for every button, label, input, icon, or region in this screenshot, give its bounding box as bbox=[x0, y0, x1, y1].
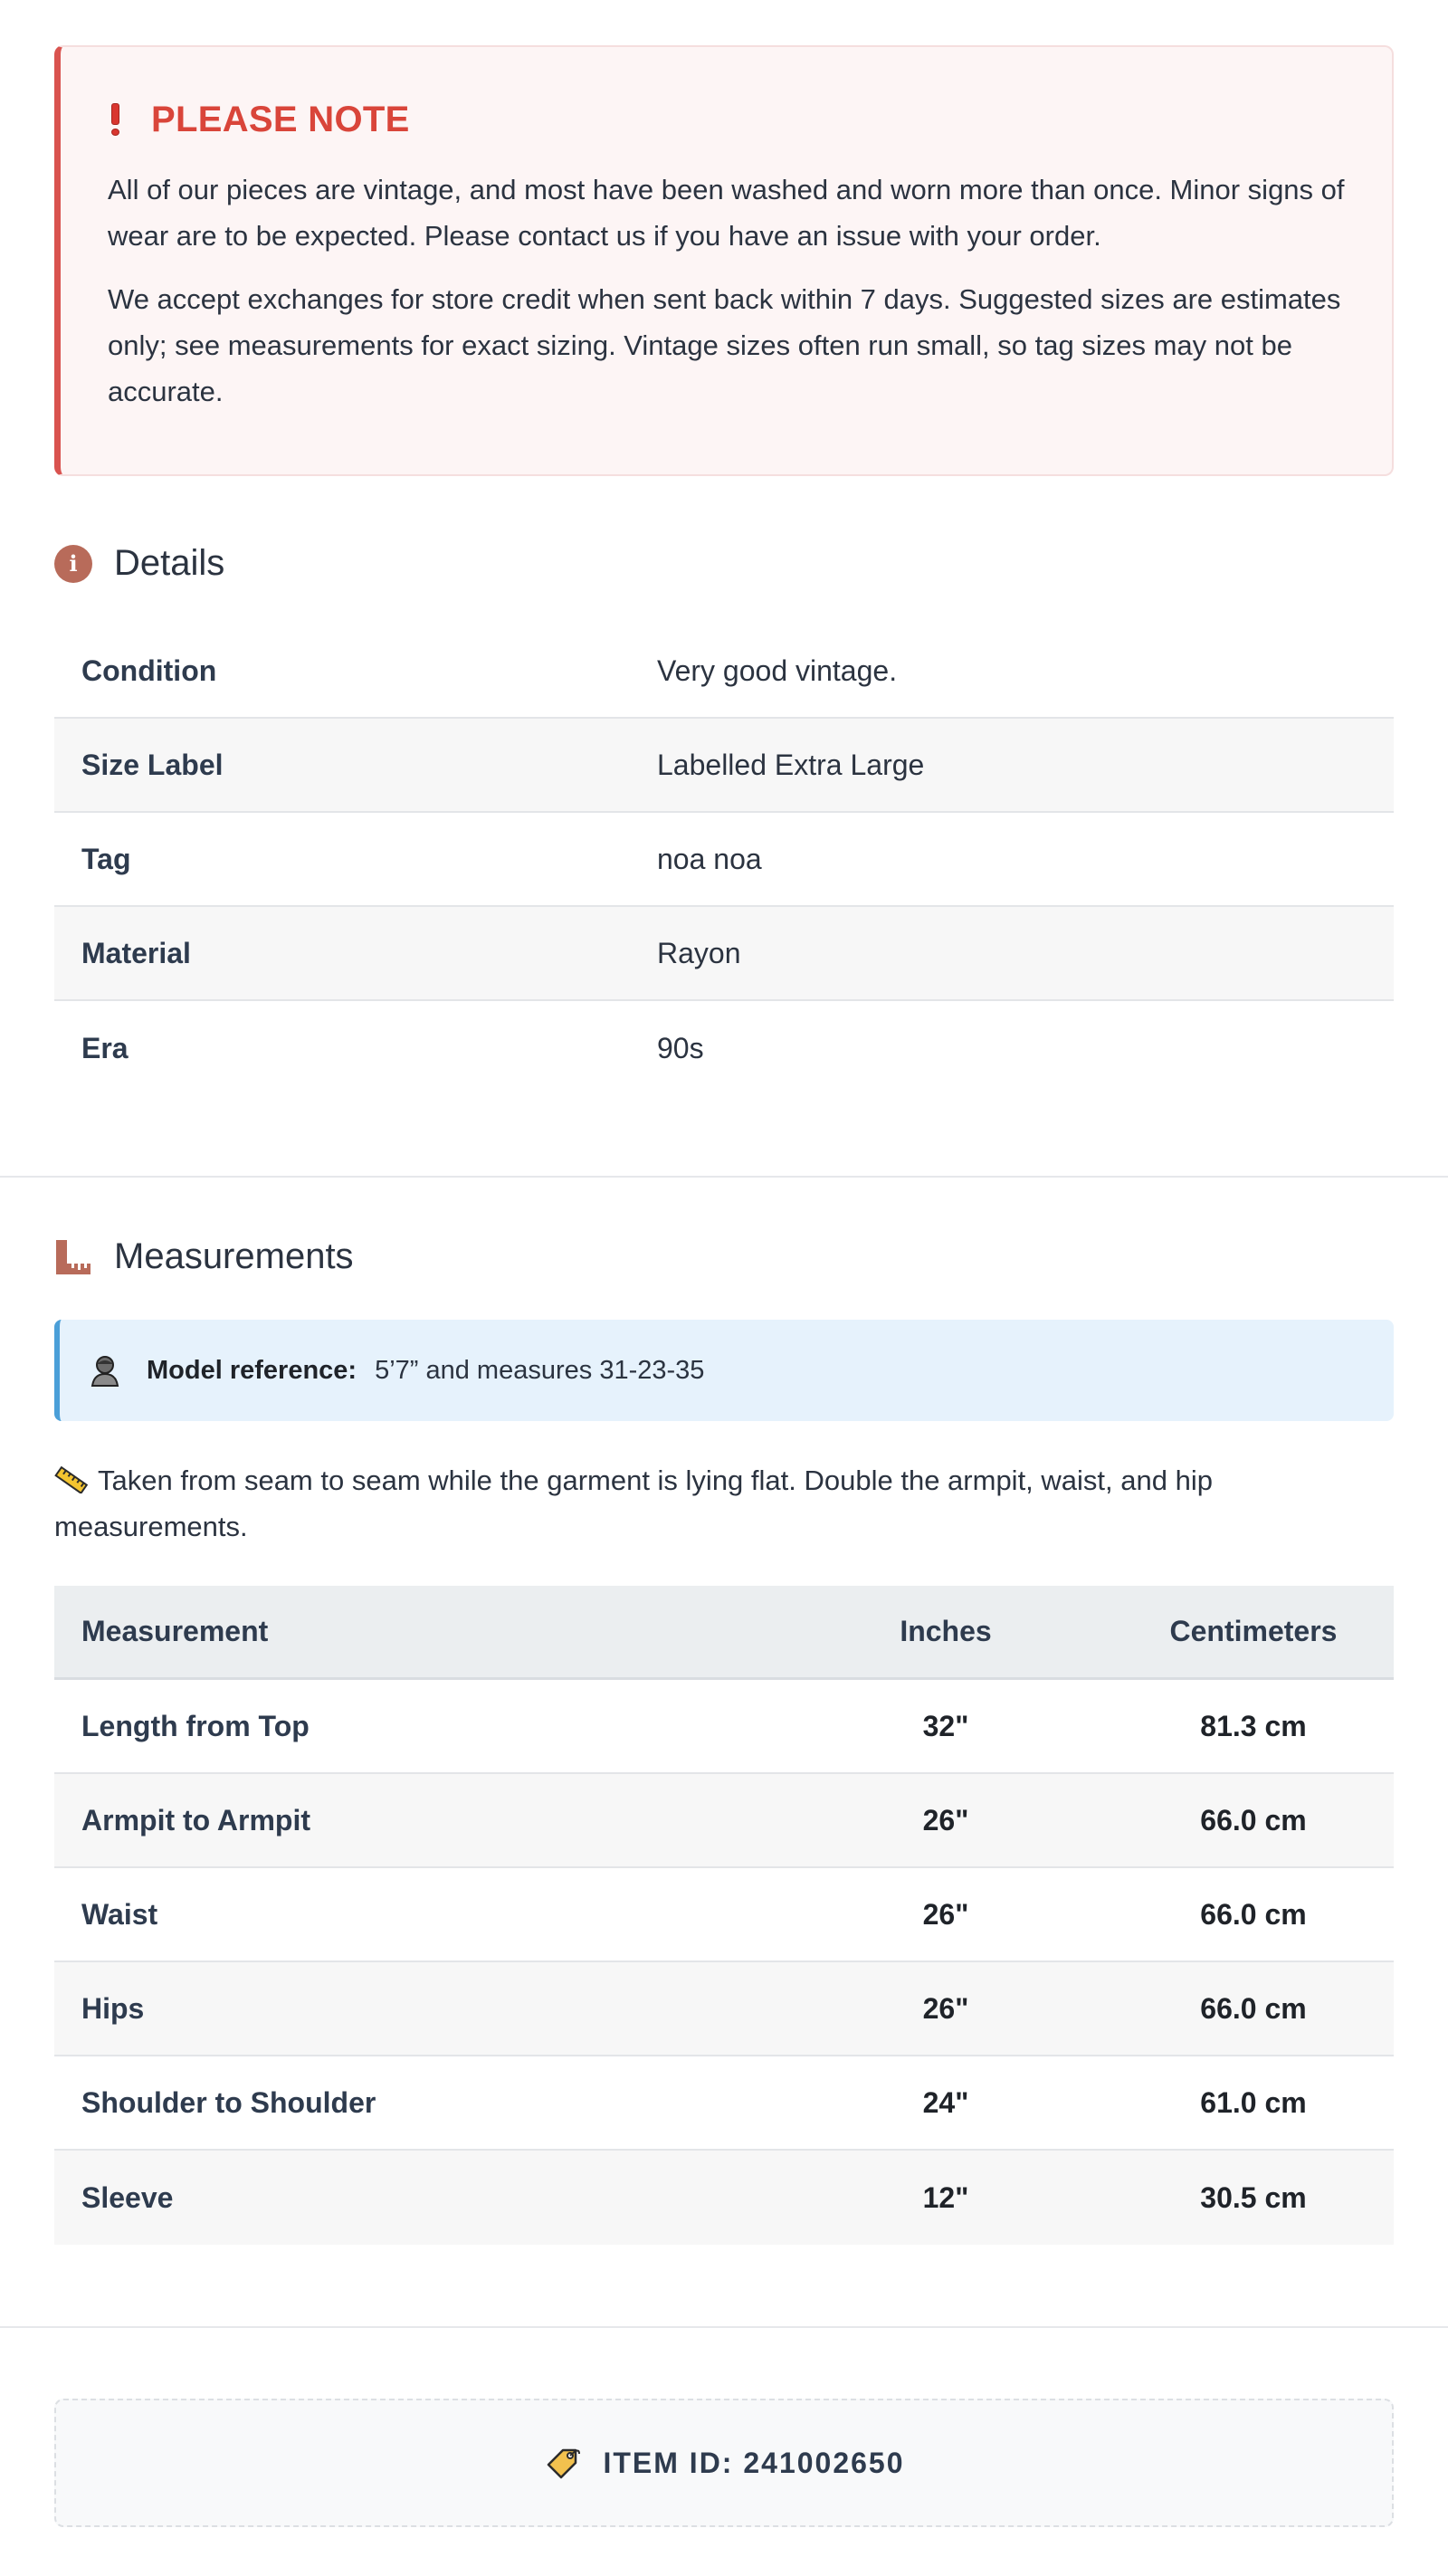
notice-paragraph-2: We accept exchanges for store credit when sent back within 7 days. Suggested sizes are estimates only; see measurements for exact sizing. Vintage sizes often run small, so tag sizes may not be accurate. bbox=[108, 283, 1341, 407]
details-label: Condition bbox=[81, 654, 217, 687]
measurements-table-header bbox=[54, 1586, 1394, 1680]
measurement-inches: 26" bbox=[922, 1897, 969, 1931]
item-id-text: ITEM ID: 241002650 bbox=[603, 2446, 905, 2479]
details-label: Material bbox=[81, 936, 191, 969]
model-reference-box bbox=[54, 1320, 1394, 1421]
details-value: Very good vintage. bbox=[657, 654, 898, 687]
header-centimeters: Centimeters bbox=[1169, 1615, 1338, 1647]
info-icon: i bbox=[54, 545, 92, 583]
details-value: Labelled Extra Large bbox=[657, 748, 925, 781]
table-row bbox=[54, 1680, 1394, 1774]
notice-header bbox=[108, 101, 1345, 138]
measurement-cm: 30.5 cm bbox=[1200, 2180, 1307, 2214]
measurement-inches: 32" bbox=[922, 1709, 969, 1742]
measurement-cm: 66.0 cm bbox=[1200, 1803, 1307, 1837]
header-inches: Inches bbox=[900, 1615, 992, 1647]
details-table bbox=[54, 625, 1394, 1095]
person-icon bbox=[90, 1354, 119, 1387]
measurements-title: Measurements bbox=[114, 1236, 354, 1276]
details-value: noa noa bbox=[657, 842, 762, 875]
measurement-name: Shoulder to Shoulder bbox=[81, 2085, 376, 2119]
item-id-box bbox=[54, 2399, 1394, 2527]
section-divider bbox=[0, 2326, 1448, 2328]
section-divider bbox=[0, 1176, 1448, 1178]
table-row bbox=[54, 1774, 1394, 1868]
notice-title: PLEASE NOTE bbox=[151, 99, 410, 139]
table-row bbox=[54, 1868, 1394, 1962]
table-row bbox=[54, 2151, 1394, 2245]
measurement-name: Length from Top bbox=[81, 1709, 310, 1742]
ruler-icon bbox=[54, 1238, 92, 1276]
details-row bbox=[54, 813, 1394, 907]
notice-box bbox=[54, 45, 1394, 476]
model-reference-value: 5’7” and measures 31-23-35 bbox=[375, 1355, 705, 1385]
details-label: Size Label bbox=[81, 748, 224, 781]
details-row bbox=[54, 1001, 1394, 1095]
measurement-note bbox=[54, 1457, 1394, 1550]
measurement-name: Sleeve bbox=[81, 2180, 174, 2214]
details-value: 90s bbox=[657, 1031, 704, 1064]
tag-icon bbox=[543, 2443, 583, 2483]
measurement-cm: 66.0 cm bbox=[1200, 1991, 1307, 2025]
measurement-cm: 81.3 cm bbox=[1200, 1709, 1307, 1742]
details-row bbox=[54, 719, 1394, 813]
notice-paragraph-1: All of our pieces are vintage, and most have been washed and worn more than once. Minor signs of wear are to be expected. Please contact us if you have an issue with your order. bbox=[108, 174, 1345, 252]
details-label: Era bbox=[81, 1031, 129, 1064]
measurement-inches: 12" bbox=[922, 2180, 969, 2214]
measurements-heading bbox=[54, 1236, 354, 1277]
measurement-name: Armpit to Armpit bbox=[81, 1803, 311, 1837]
measurements-table bbox=[54, 1586, 1394, 2245]
details-label: Tag bbox=[81, 842, 131, 875]
details-row bbox=[54, 907, 1394, 1001]
measurement-cm: 66.0 cm bbox=[1200, 1897, 1307, 1931]
measurement-name: Waist bbox=[81, 1897, 158, 1931]
table-row bbox=[54, 1962, 1394, 2056]
details-row bbox=[54, 625, 1394, 719]
exclamation-icon bbox=[108, 103, 122, 136]
measurement-inches: 24" bbox=[922, 2085, 969, 2119]
table-row bbox=[54, 2056, 1394, 2151]
measurement-name: Hips bbox=[81, 1991, 145, 2025]
ruler-pencil-icon bbox=[54, 1466, 89, 1493]
details-heading bbox=[54, 543, 224, 584]
details-value: Rayon bbox=[657, 936, 741, 969]
measurement-cm: 61.0 cm bbox=[1200, 2085, 1307, 2119]
details-title: Details bbox=[114, 543, 225, 583]
header-measurement: Measurement bbox=[81, 1615, 269, 1647]
measurement-inches: 26" bbox=[922, 1803, 969, 1837]
measurement-inches: 26" bbox=[922, 1991, 969, 2025]
measurement-note-text: Taken from seam to seam while the garment is lying flat. Double the armpit, waist, and hip measurements. bbox=[54, 1465, 1213, 1542]
model-reference-label: Model reference: bbox=[147, 1355, 357, 1385]
